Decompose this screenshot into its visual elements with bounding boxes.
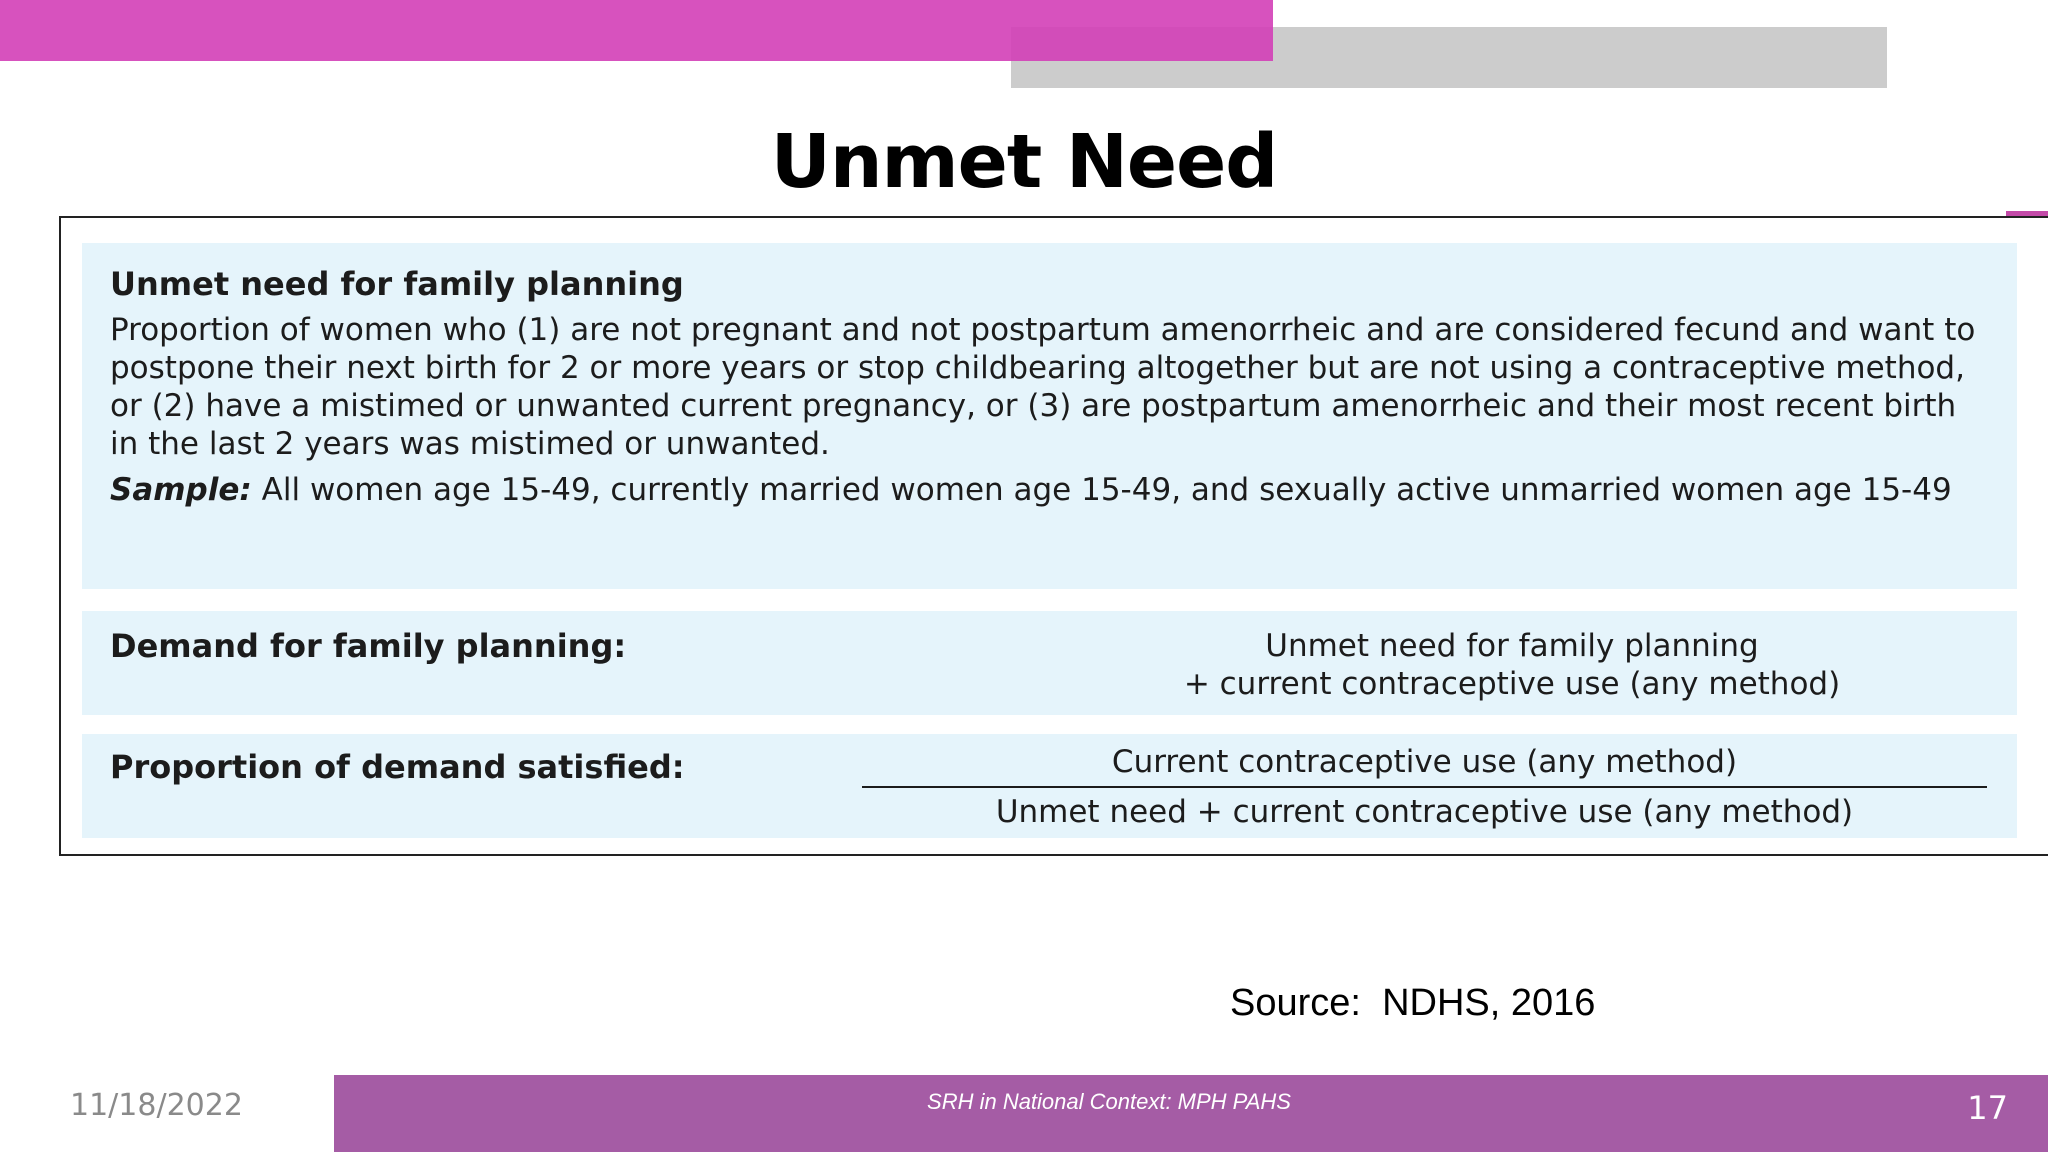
demand-panel <box>82 611 2017 715</box>
footer-title: SRH in National Context: MPH PAHS <box>927 1089 1291 1114</box>
slide-number: 17 <box>1967 1089 2008 1127</box>
fraction-bar <box>862 786 1987 788</box>
sample-text: All women age 15-49, currently married women age 15-49, and sexually active unmarried women age 15-49 <box>261 472 1952 508</box>
unmet-need-heading: Unmet need for family planning <box>110 265 684 303</box>
sample-label: Sample: <box>110 472 252 508</box>
footer-bar <box>334 1075 2048 1152</box>
demand-label: Demand for family planning: <box>110 627 627 665</box>
demand-satisfied-fraction <box>862 742 1987 832</box>
demand-formula-line1: Unmet need for family planning <box>1265 628 1759 664</box>
demand-satisfied-label: Proportion of demand satisfied: <box>110 748 685 786</box>
source-citation: Source: NDHS, 2016 <box>1230 982 1596 1024</box>
demand-satisfied-panel <box>82 734 2017 838</box>
header-magenta-bar <box>0 0 1273 61</box>
unmet-need-panel <box>82 243 2017 589</box>
unmet-need-definition: Proportion of women who (1) are not pregnant and not postpartum amenorrheic and are considered fecund and want to postpone their next birth for 2 or more years or stop childbearing altogether but are not using a contraceptive method, or (2) have a mistimed or unwanted current pregnancy, or (3) are postpartum amenorrheic and their most recent birth in the last 2 years was mistimed or unwanted. <box>110 312 1976 462</box>
fraction-denominator: Unmet need + current contraceptive use (any method) <box>995 794 1854 830</box>
definition-figure <box>59 216 2048 856</box>
sample-line <box>110 471 1990 509</box>
fraction-numerator: Current contraceptive use (any method) <box>1111 744 1738 780</box>
demand-formula <box>1012 627 2012 703</box>
footer-date: 11/18/2022 <box>70 1088 243 1123</box>
slide-title: Unmet Need <box>770 119 1278 205</box>
demand-formula-line2: + current contraceptive use (any method) <box>1183 666 1841 702</box>
